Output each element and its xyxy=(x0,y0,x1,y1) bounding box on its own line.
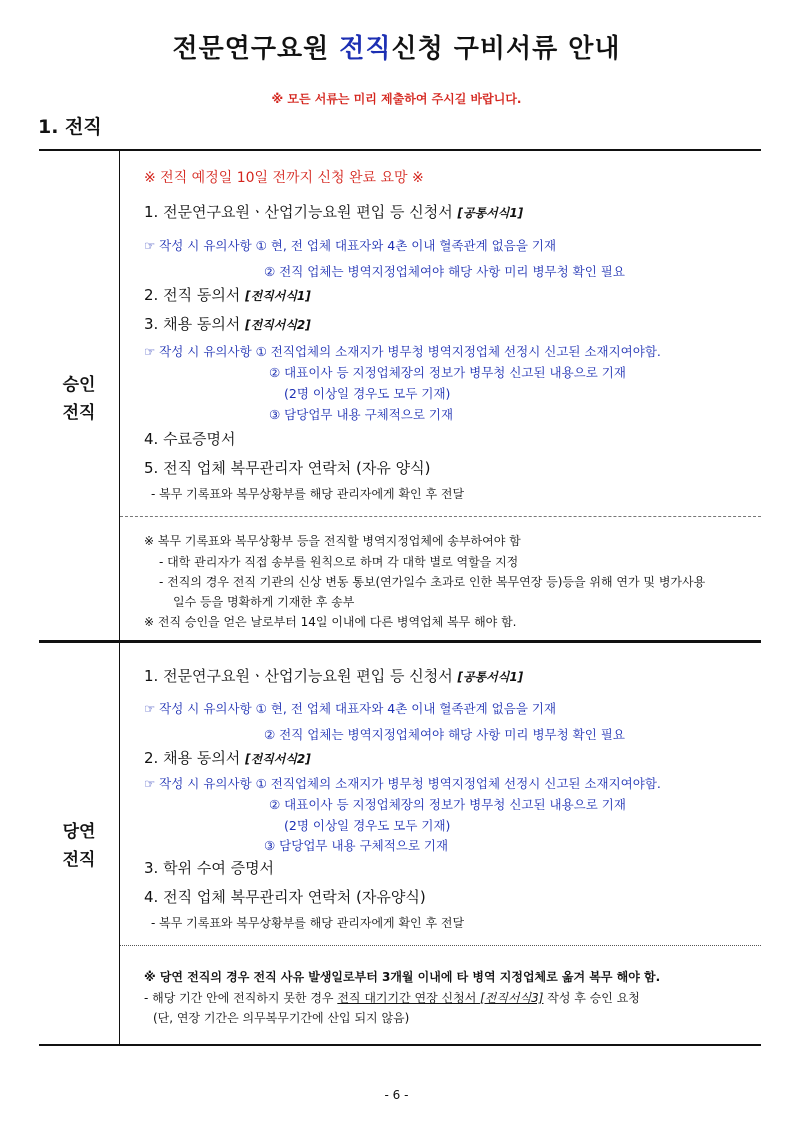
doc-item-4: 4. 수료증명서 xyxy=(144,430,236,448)
title-text-2: 신청 구비서류 안내 xyxy=(391,34,621,64)
remark-text: - 해당 기간 안에 전직하지 못한 경우 xyxy=(144,991,338,1005)
note-line: ② 대표이사 등 지정업체장의 정보가 병무청 신고된 내용으로 기재 xyxy=(269,365,626,380)
remark-line-important: ※ 당연 전직의 경우 전직 사유 발생일로부터 3개월 이내에 타 병역 지정업체로 옮겨 복무 해야 함. xyxy=(144,970,661,984)
section-heading: 1. 전직 xyxy=(38,116,102,138)
form-tag: [전직서식2] xyxy=(245,318,311,332)
remark-line: - 전직의 경우 전직 기관의 신상 변동 통보(연가일수 초과로 인한 복무연장 등)등을 위해 연가 및 병가사용 xyxy=(159,575,706,589)
doc-item-1-text: 1. 전문연구요원ㆍ산업기능요원 편입 등 신청서 xyxy=(144,203,458,221)
note-line: ③ 담당업무 내용 구체적으로 기재 xyxy=(269,407,454,422)
doc-item-4: 4. 전직 업체 복무관리자 연락처 (자유양식) xyxy=(144,888,426,906)
form-tag: [전직서식2] xyxy=(245,752,311,766)
form-tag: [공통서식1] xyxy=(457,670,524,684)
remark-text: 작성 후 승인 요청 xyxy=(543,991,640,1005)
note-line: ☞ 작성 시 유의사항 ① 전직업체의 소재지가 병무청 병역지정업체 선정시 신고된 소재지여야함. xyxy=(144,776,661,791)
doc-item-2 xyxy=(144,284,311,305)
page-number: - 6 - xyxy=(384,1088,409,1102)
divider xyxy=(120,516,761,517)
label-line-2: 전직 xyxy=(62,403,96,423)
note-line: ☞ 작성 시 유의사항 ① 현, 전 업체 대표자와 4촌 이내 혈족관계 없음을 기재 xyxy=(144,238,557,253)
doc-item-3 xyxy=(144,313,311,334)
submission-notice: ※ 모든 서류는 미리 제출하여 주시길 바랍니다. xyxy=(271,92,522,106)
doc-item-5-sub: - 복무 기록표와 복무상황부를 해당 관리자에게 확인 후 전달 xyxy=(151,487,465,501)
form-tag: [전직서식1] xyxy=(245,289,311,303)
note-line: ② 전직 업체는 병역지정업체여야 해당 사항 미리 병무청 확인 필요 xyxy=(264,264,625,279)
doc-item-2 xyxy=(144,747,311,768)
doc-item-1 xyxy=(144,665,523,686)
note-line: ☞ 작성 시 유의사항 ① 현, 전 업체 대표자와 4촌 이내 혈족관계 없음을 기재 xyxy=(144,701,557,716)
extension-form-name: 전직 대기기간 연장 신청서 xyxy=(337,991,481,1005)
automatic-transfer-label xyxy=(39,642,120,1044)
doc-item-2-text: 2. 전직 동의서 xyxy=(144,286,246,304)
form-tag: [공통서식1] xyxy=(457,206,524,220)
title-text-1: 전문연구요원 xyxy=(172,34,340,64)
doc-item-1-text: 1. 전문연구요원ㆍ산업기능요원 편입 등 신청서 xyxy=(144,667,458,685)
divider xyxy=(120,945,761,946)
doc-item-4-sub: - 복무 기록표와 복무상황부를 해당 관리자에게 확인 후 전달 xyxy=(151,916,465,930)
remark-line: (단, 연장 기간은 의무복무기간에 산입 되지 않음) xyxy=(153,1011,410,1025)
remark-line: ※ 복무 기록표와 복무상황부 등을 전직할 병역지정업체에 송부하여야 함 xyxy=(144,534,521,548)
doc-item-5: 5. 전직 업체 복무관리자 연락처 (자유 양식) xyxy=(144,459,431,477)
form-tag: [전직서식3] xyxy=(480,991,544,1005)
doc-item-3: 3. 학위 수여 증명서 xyxy=(144,859,275,877)
approval-transfer-block xyxy=(39,149,761,643)
automatic-transfer-block xyxy=(39,640,761,1046)
title-highlight: 전직 xyxy=(339,34,392,64)
note-line: ☞ 작성 시 유의사항 ① 전직업체의 소재지가 병무청 병역지정업체 선정시 신고된 소재지여야함. xyxy=(144,344,661,359)
doc-item-2-text: 2. 채용 동의서 xyxy=(144,749,246,767)
page-title xyxy=(0,28,793,65)
label-line-1: 당연 xyxy=(62,822,96,842)
approval-transfer-label xyxy=(39,151,120,642)
note-line: (2명 이상일 경우도 모두 기재) xyxy=(284,386,451,401)
remark-line: - 대학 관리자가 직접 송부를 원칙으로 하며 각 대학 별로 역할을 지정 xyxy=(159,555,519,569)
deadline-note: ※ 전직 예정일 10일 전까지 신청 완료 요망 ※ xyxy=(144,170,424,186)
label-line-2: 전직 xyxy=(62,850,96,870)
note-line: ② 전직 업체는 병역지정업체여야 해당 사항 미리 병무청 확인 필요 xyxy=(264,727,625,742)
remark-line xyxy=(144,989,640,1006)
note-line: ② 대표이사 등 지정업체장의 정보가 병무청 신고된 내용으로 기재 xyxy=(269,797,626,812)
label-line-1: 승인 xyxy=(62,375,96,395)
doc-item-1 xyxy=(144,201,523,222)
note-line: (2명 이상일 경우도 모두 기재) xyxy=(284,818,451,833)
note-line: ③ 담당업무 내용 구체적으로 기재 xyxy=(264,838,449,853)
doc-item-3-text: 3. 채용 동의서 xyxy=(144,315,246,333)
remark-line: ※ 전직 승인을 얻은 날로부터 14일 이내에 다른 병역업체 복무 해야 함. xyxy=(144,615,517,629)
remark-line: 일수 등을 명확하게 기재한 후 송부 xyxy=(173,595,355,609)
